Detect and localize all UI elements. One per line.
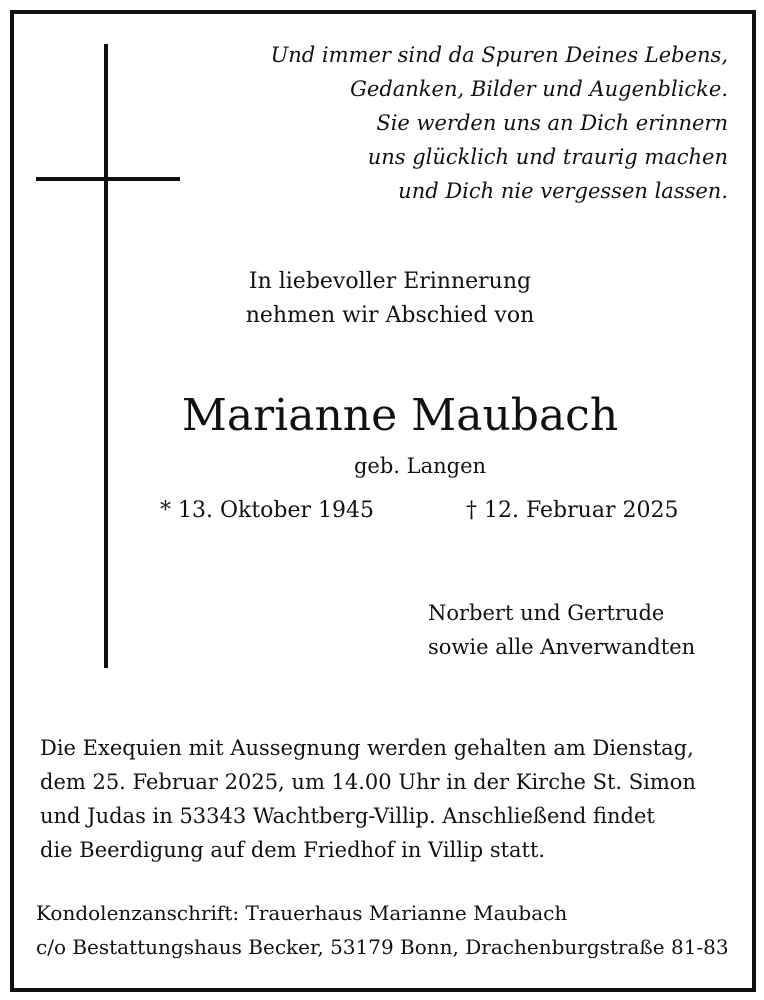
death-date: † 12. Februar 2025 (466, 498, 679, 523)
cross-icon (104, 44, 108, 668)
birth-date: * 13. Oktober 1945 (160, 498, 375, 523)
service-line: die Beerdigung auf dem Friedhof in Villip statt. (40, 838, 546, 862)
intro-text (170, 265, 610, 333)
service-info (40, 731, 730, 867)
service-line: dem 25. Februar 2025, um 14.00 Uhr in der Kirche St. Simon (40, 770, 696, 794)
memorial-poem (268, 38, 728, 208)
service-line: und Judas in 53343 Wachtberg-Villip. Anschließend findet (40, 804, 655, 828)
poem-line: und Dich nie vergessen lassen. (398, 179, 728, 203)
maiden-name: geb. Langen (353, 454, 487, 478)
condolence-line: Kondolenzanschrift: Trauerhaus Marianne Maubach (36, 901, 568, 925)
family-signature (428, 596, 695, 664)
poem-line: Gedanken, Bilder und Augenblicke. (350, 77, 728, 101)
family-line: sowie alle Anverwandten (428, 635, 696, 659)
condolence-line: c/o Bestattungshaus Becker, 53179 Bonn, Drachenburgstraße 81-83 (36, 935, 729, 959)
intro-line: In liebevoller Erinnerung (248, 269, 532, 294)
service-line: Die Exequien mit Aussegnung werden gehalten am Dienstag, (40, 736, 694, 760)
deceased-name: Marianne Maubach (181, 390, 619, 441)
cross-icon-crossbar (36, 177, 180, 181)
intro-line: nehmen wir Abschied von (245, 303, 535, 328)
condolence-address (36, 896, 736, 964)
poem-line: Sie werden uns an Dich erinnern (376, 111, 728, 135)
poem-line: Und immer sind da Spuren Deines Lebens, (270, 43, 728, 67)
family-line: Norbert und Gertrude (428, 601, 665, 625)
poem-line: uns glücklich und traurig machen (367, 145, 728, 169)
